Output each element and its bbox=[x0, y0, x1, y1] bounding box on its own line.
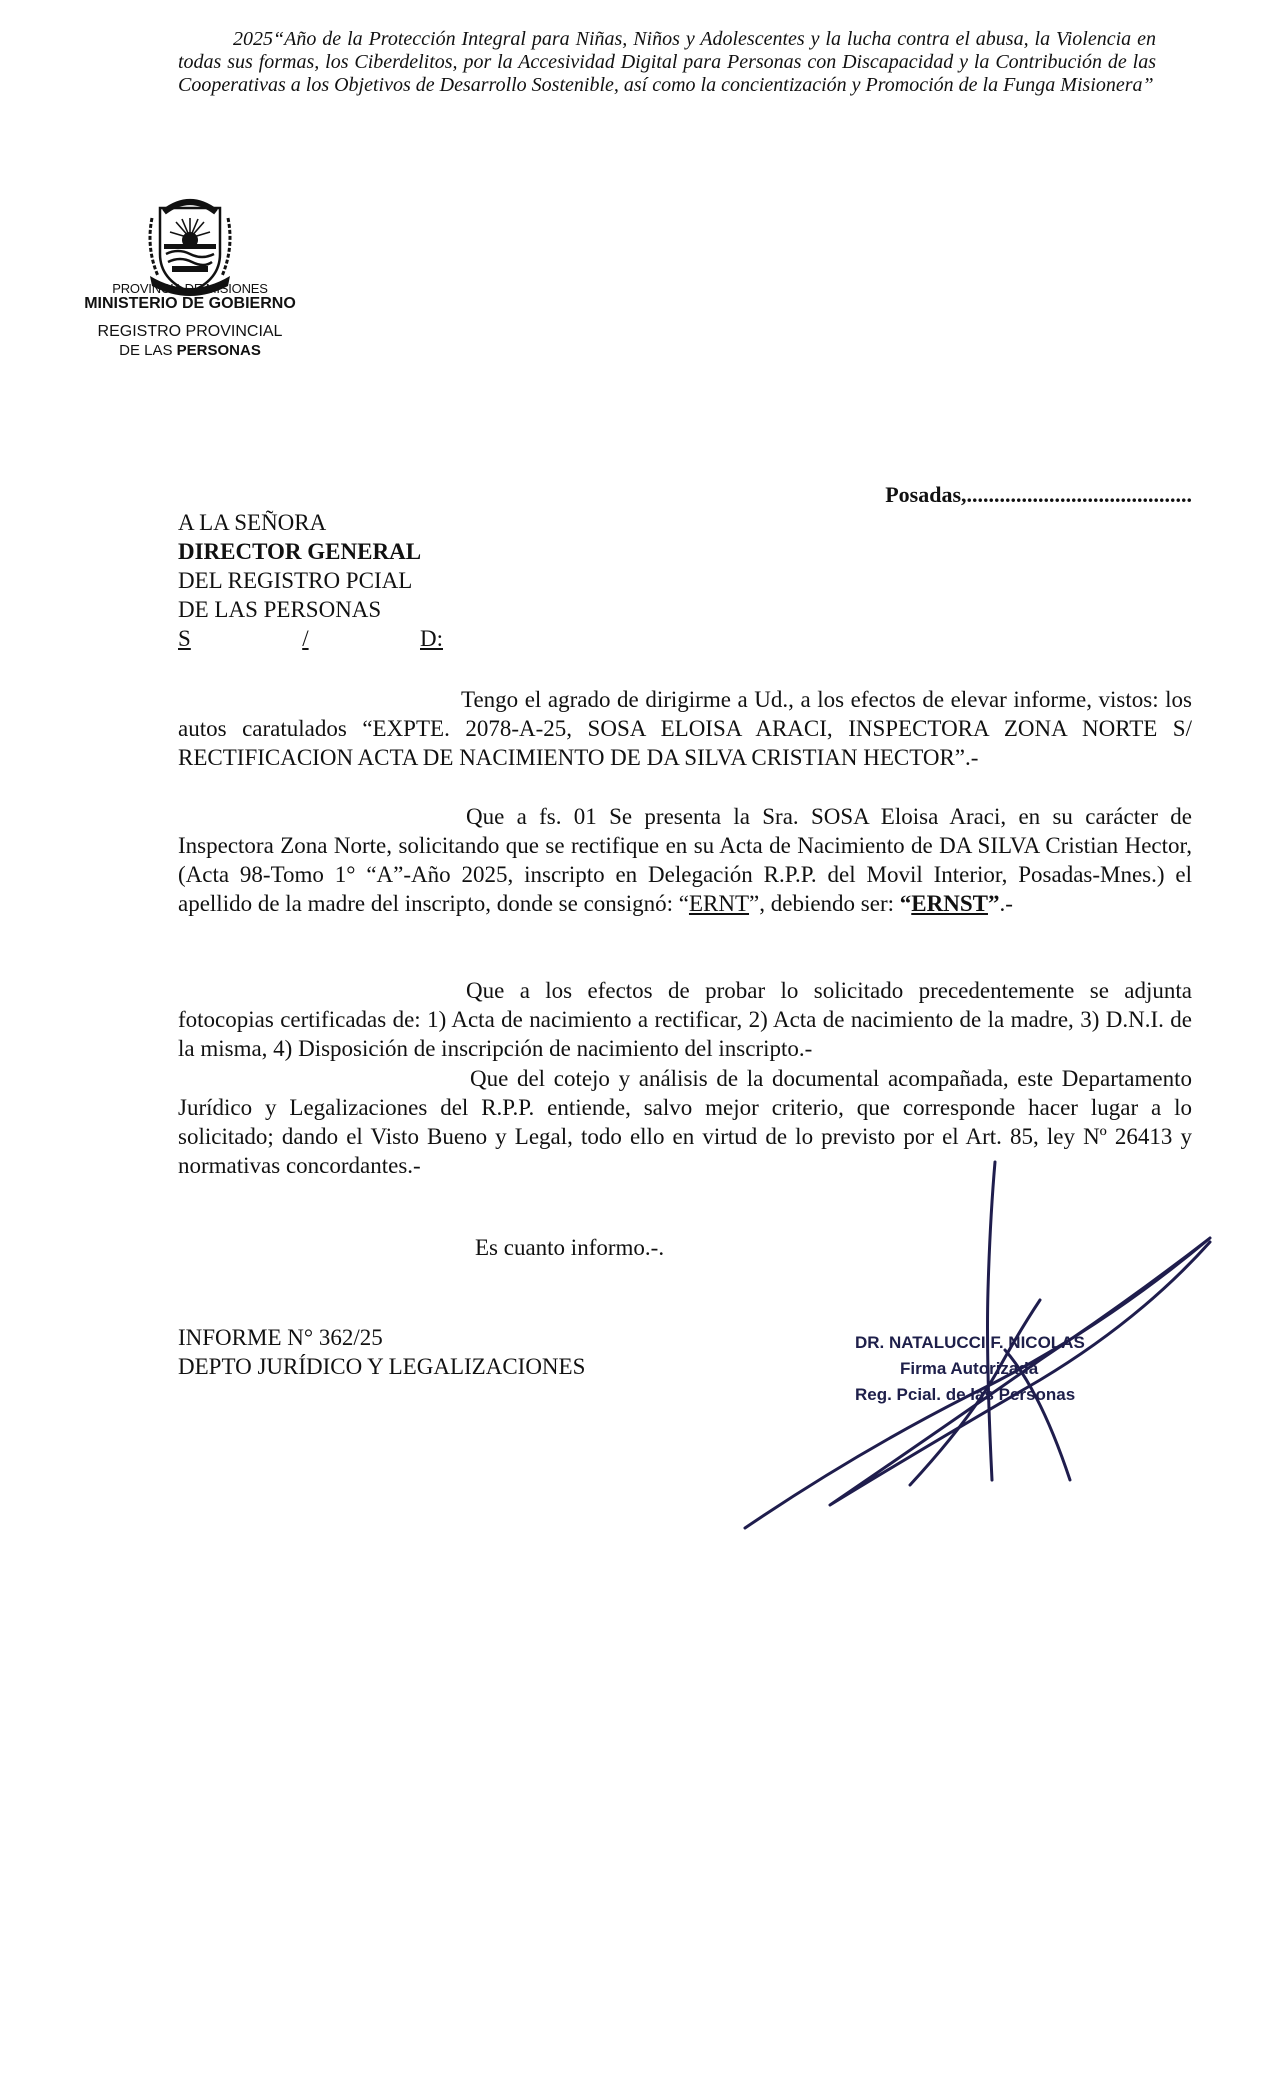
sd-s: S bbox=[178, 626, 191, 651]
stamp-institution: Reg. Pcial. de las Personas bbox=[855, 1385, 1076, 1404]
paragraph-2-ernst: ERNST bbox=[911, 891, 988, 916]
recipient-line-3: DEL REGISTRO PCIAL bbox=[178, 568, 413, 593]
informe-number: INFORME N° 362/25 bbox=[178, 1325, 383, 1350]
paragraph-5: Es cuanto informo.-. bbox=[475, 1235, 665, 1260]
logo-ministry-label: MINISTERIO DE GOBIERNO bbox=[84, 295, 296, 312]
recipient-block bbox=[178, 508, 443, 653]
logo-persons-word: PERSONAS bbox=[176, 342, 261, 359]
paragraph-2-quote-open: “ bbox=[899, 891, 912, 916]
institution-logo bbox=[70, 180, 310, 370]
paragraph-2-quote-close: ” bbox=[987, 891, 1000, 916]
department-name: DEPTO JURÍDICO Y LEGALIZACIONES bbox=[178, 1354, 586, 1379]
handwritten-signature bbox=[740, 1150, 1240, 1550]
closing-block bbox=[178, 1323, 585, 1381]
recipient-line-2: DIRECTOR GENERAL bbox=[178, 539, 422, 564]
sd-d: D: bbox=[420, 626, 443, 651]
paragraph-3 bbox=[178, 976, 1192, 1063]
header-motto-text: 2025“Año de la Protección Integral para Niñas, Niños y Adolescentes y la lucha contra el abusa, la Violencia en todas sus formas, los Ciberdelitos, por la Accesividad Digital para Personas con Discapacidad y la Contribución de las Cooperativas a los Objetivos de Desarrollo Sostenible, así como la concientización y Promoción de la Funga Misionera” bbox=[178, 28, 1156, 96]
header-motto bbox=[178, 28, 1156, 97]
paragraph-4-text: Que del cotejo y análisis de la documental acompañada, este Departamento Jurídico y Legalizaciones del R.P.P. entiende, salvo mejor criterio, que corresponde hacer lugar a lo solicitado; dando el Visto Bueno y Legal, todo ello en virtud de lo previsto por el Art. 85, ley Nº 26413 y normativas concordantes.- bbox=[178, 1066, 1192, 1178]
paragraph-2-text-b: ”, debiendo ser: bbox=[749, 891, 900, 916]
logo-persons-prefix: DE LAS bbox=[119, 342, 177, 359]
stamp-role: Firma Autorizada bbox=[900, 1359, 1039, 1378]
stamp-name: DR. NATALUCCI F. NICOLAS bbox=[855, 1333, 1085, 1352]
paragraph-1 bbox=[178, 685, 1192, 772]
paragraph-2-text-a: Que a fs. 01 Se presenta la Sra. SOSA Eloisa Araci, en su carácter de Inspectora Zona Norte, solicitando que se rectifique en su Acta de Nacimiento de DA SILVA Cristian Hector, (Acta 98-Tomo 1° “A”-Año 2025, inscripto en Delegación R.P.P. del Movil Interior, Posadas-Mnes.) el apellido de la madre del inscripto, donde se consignó: “ bbox=[178, 804, 1192, 916]
logo-province-label: PROVINCIA DE MISIONES bbox=[112, 281, 268, 296]
paragraph-2 bbox=[178, 802, 1192, 918]
recipient-line-1: A LA SEÑORA bbox=[178, 510, 327, 535]
place-date: Posadas,......................................... bbox=[885, 482, 1192, 507]
paragraph-1-text: Tengo el agrado de dirigirme a Ud., a los efectos de elevar informe, vistos: los autos caratulados “EXPTE. 2078-A-25, SOSA ELOISA ARACI, INSPECTORA ZONA NORTE S/ RECTIFICACION ACTA DE NACIMIENTO DE DA SILVA CRISTIAN HECTOR”.- bbox=[178, 687, 1192, 770]
recipient-sd bbox=[178, 624, 443, 653]
paragraph-3-text: Que a los efectos de probar lo solicitado precedentemente se adjunta fotocopias certificadas de: 1) Acta de nacimiento a rectificar, 2) Acta de nacimiento de la madre, 3) D.N.I. de la misma, 4) Disposición de inscripción de nacimiento del inscripto.- bbox=[178, 978, 1192, 1061]
paragraph-2-ernt: ERNT bbox=[688, 891, 750, 916]
paragraph-2-text-c: .- bbox=[999, 891, 1013, 916]
logo-registry-label: REGISTRO PROVINCIAL bbox=[97, 323, 283, 340]
logo-persons-label bbox=[70, 342, 310, 359]
sd-slash: / bbox=[302, 626, 309, 651]
recipient-line-4: DE LAS PERSONAS bbox=[178, 597, 382, 622]
